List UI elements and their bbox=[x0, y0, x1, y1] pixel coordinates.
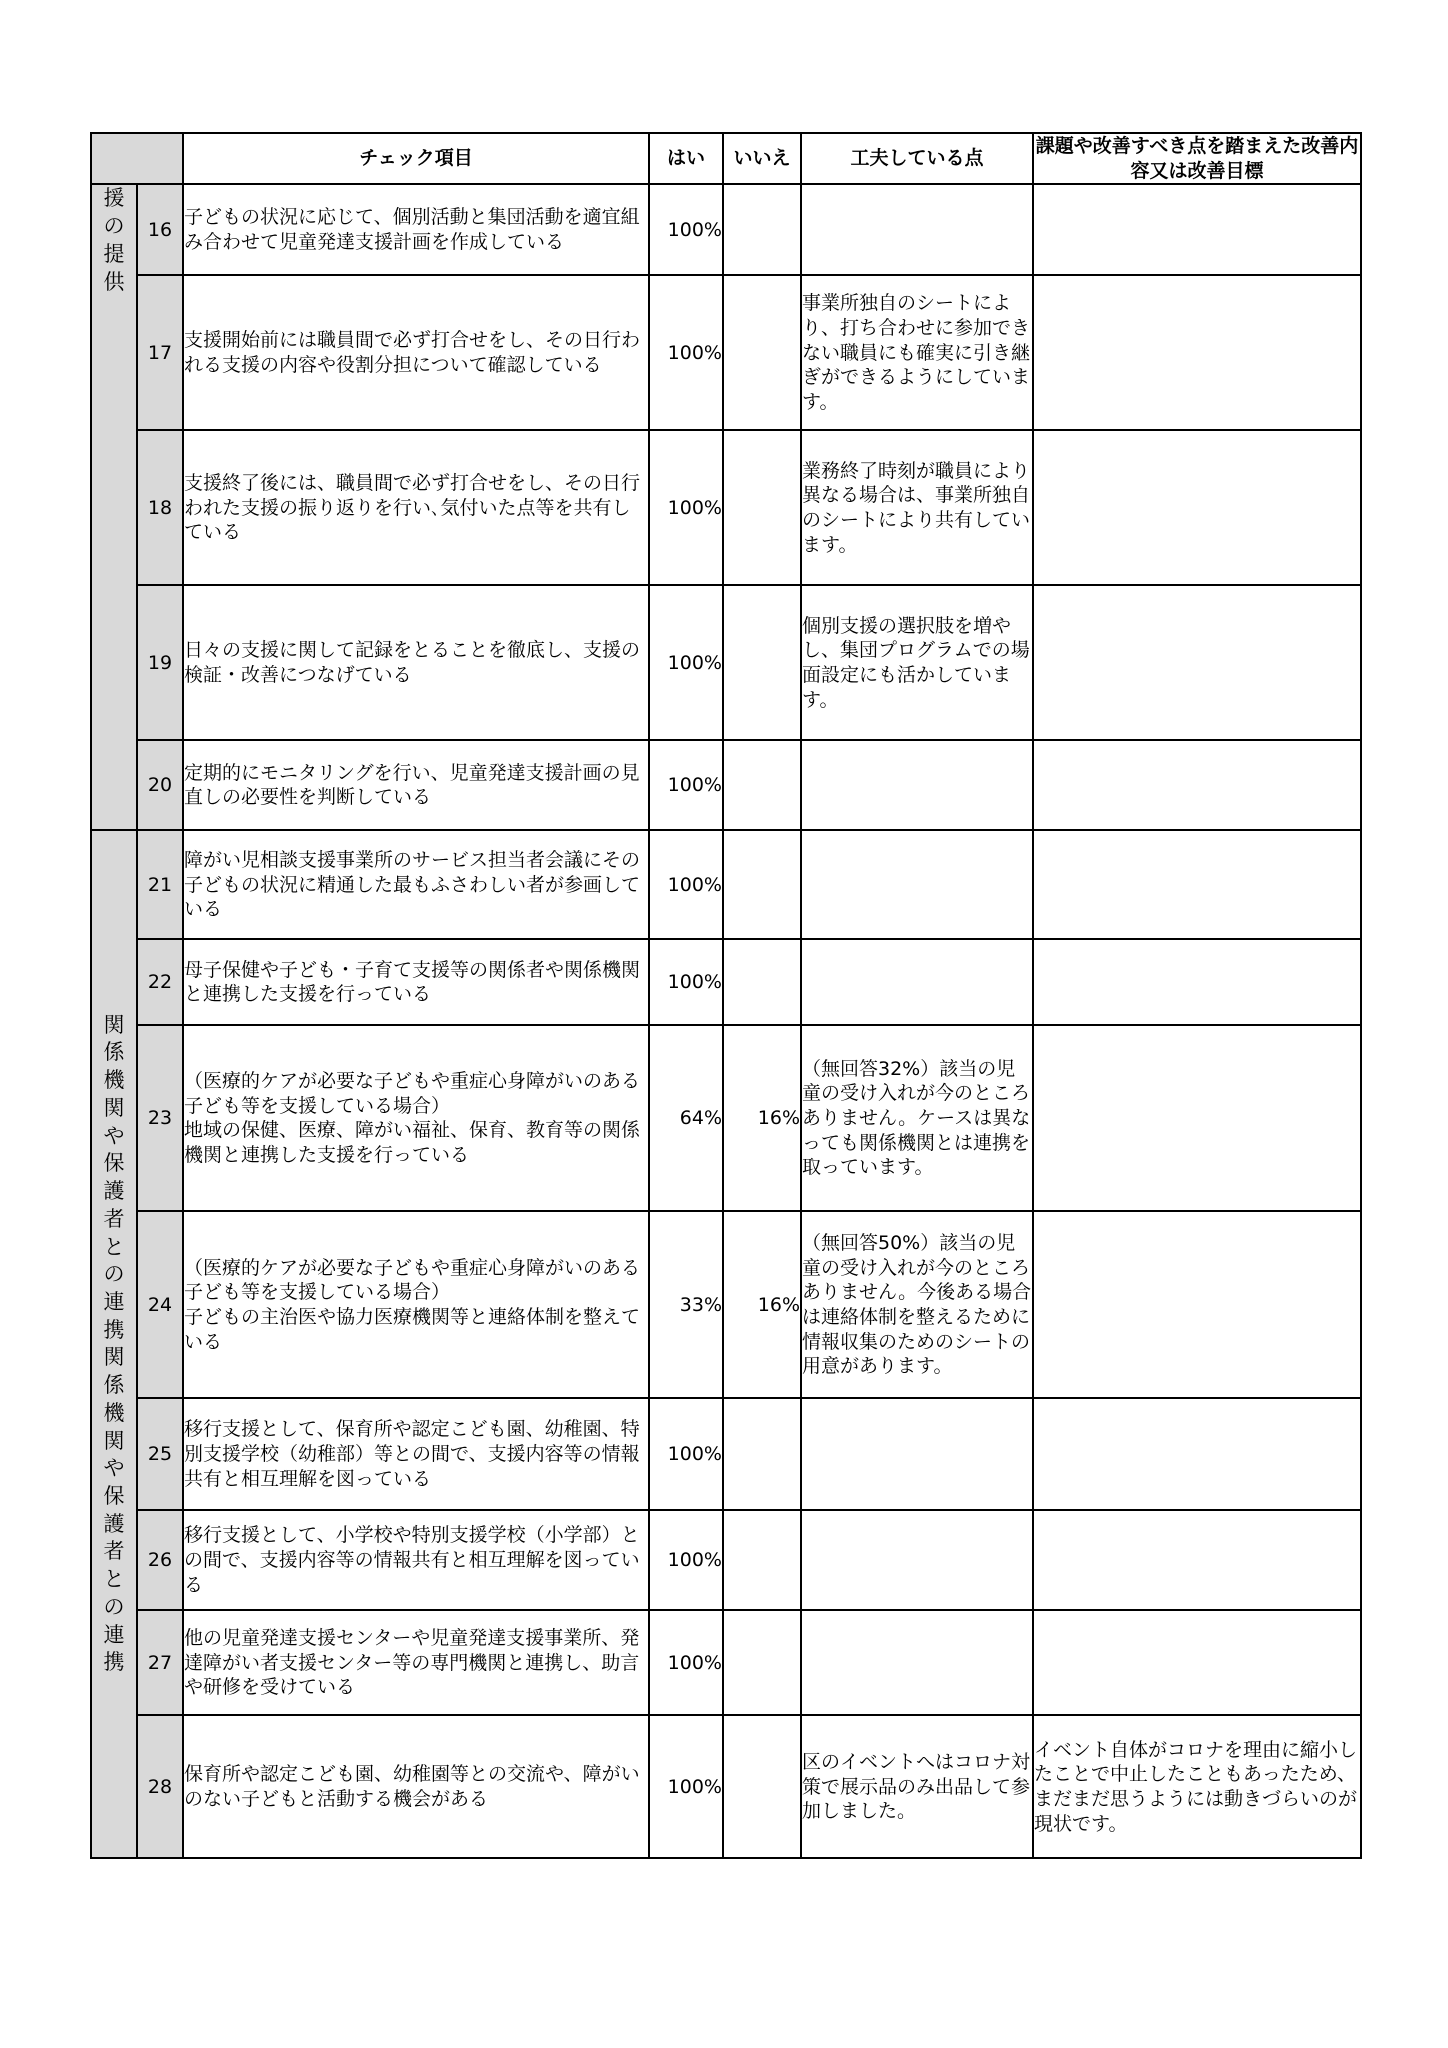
table-row bbox=[91, 430, 1361, 585]
header-effort: 工夫している点 bbox=[801, 133, 1033, 184]
table-row bbox=[91, 1211, 1361, 1398]
yes-percent: 100% bbox=[649, 1610, 723, 1715]
evaluation-table bbox=[90, 132, 1362, 1859]
row-number: 19 bbox=[137, 585, 183, 740]
row-number: 18 bbox=[137, 430, 183, 585]
header-yes: はい bbox=[649, 133, 723, 184]
improvement-note bbox=[1033, 184, 1361, 275]
header-improvement: 課題や改善すべき点を踏まえた改善内容又は改善目標 bbox=[1033, 133, 1361, 184]
table-row bbox=[91, 939, 1361, 1025]
row-number: 22 bbox=[137, 939, 183, 1025]
no-percent bbox=[723, 585, 801, 740]
header-no: いいえ bbox=[723, 133, 801, 184]
row-number: 23 bbox=[137, 1025, 183, 1211]
effort-note bbox=[801, 1610, 1033, 1715]
check-item-text: 移行支援として、小学校や特別支援学校（小学部）との間で、支援内容等の情報共有と相互理解を図っている bbox=[183, 1510, 649, 1610]
row-number: 21 bbox=[137, 830, 183, 939]
table-row bbox=[91, 1510, 1361, 1610]
no-percent bbox=[723, 1510, 801, 1610]
yes-percent: 100% bbox=[649, 184, 723, 275]
no-percent bbox=[723, 1610, 801, 1715]
check-item-text: 保育所や認定こども園、幼稚園等との交流や、障がいのない子どもと活動する機会がある bbox=[183, 1715, 649, 1858]
header-check-item: チェック項目 bbox=[183, 133, 649, 184]
improvement-note bbox=[1033, 1398, 1361, 1510]
improvement-note bbox=[1033, 740, 1361, 830]
yes-percent: 100% bbox=[649, 1398, 723, 1510]
effort-note: 個別支援の選択肢を増やし、集団プログラムでの場面設定にも活かしています。 bbox=[801, 585, 1033, 740]
no-percent bbox=[723, 939, 801, 1025]
effort-note bbox=[801, 740, 1033, 830]
row-number: 16 bbox=[137, 184, 183, 275]
yes-percent: 100% bbox=[649, 740, 723, 830]
table-row bbox=[91, 830, 1361, 939]
check-item-text: 日々の支援に関して記録をとることを徹底し、支援の検証・改善につなげている bbox=[183, 585, 649, 740]
check-item-text: 支援開始前には職員間で必ず打合せをし、その日行われる支援の内容や役割分担について確認している bbox=[183, 275, 649, 430]
check-item-text: 子どもの状況に応じて、個別活動と集団活動を適宜組み合わせて児童発達支援計画を作成している bbox=[183, 184, 649, 275]
table-row bbox=[91, 1025, 1361, 1211]
no-percent bbox=[723, 830, 801, 939]
yes-percent: 100% bbox=[649, 939, 723, 1025]
row-number: 25 bbox=[137, 1398, 183, 1510]
yes-percent: 100% bbox=[649, 430, 723, 585]
no-percent bbox=[723, 184, 801, 275]
check-item-text: 母子保健や子ども・子育て支援等の関係者や関係機関と連携した支援を行っている bbox=[183, 939, 649, 1025]
effort-note: 業務終了時刻が職員により異なる場合は、事業所独自のシートにより共有しています。 bbox=[801, 430, 1033, 585]
effort-note bbox=[801, 939, 1033, 1025]
no-percent bbox=[723, 1715, 801, 1858]
header-row bbox=[91, 133, 1361, 184]
no-percent bbox=[723, 1398, 801, 1510]
yes-percent: 33% bbox=[649, 1211, 723, 1398]
improvement-note: イベント自体がコロナを理由に縮小したことで中止したこともあったため、まだまだ思うようには動きづらいのが現状です。 bbox=[1033, 1715, 1361, 1858]
table-row bbox=[91, 1715, 1361, 1858]
yes-percent: 64% bbox=[649, 1025, 723, 1211]
check-item-text: （医療的ケアが必要な子どもや重症心身障がいのある子ども等を支援している場合） 子どもの主治医や協力医療機関等と連絡体制を整えている bbox=[183, 1211, 649, 1398]
no-percent bbox=[723, 430, 801, 585]
row-number: 17 bbox=[137, 275, 183, 430]
category-coordination: 関係機関や保護者との連携関係機関や保護者との連携 bbox=[91, 830, 137, 1858]
improvement-note bbox=[1033, 1610, 1361, 1715]
effort-note: 区のイベントへはコロナ対策で展示品のみ出品して参加しました。 bbox=[801, 1715, 1033, 1858]
row-number: 26 bbox=[137, 1510, 183, 1610]
yes-percent: 100% bbox=[649, 1510, 723, 1610]
effort-note bbox=[801, 1510, 1033, 1610]
improvement-note bbox=[1033, 430, 1361, 585]
effort-note: （無回答50%）該当の児童の受け入れが今のところありません。今後ある場合は連絡体制を整えるために情報収集のためのシートの用意があります。 bbox=[801, 1211, 1033, 1398]
row-number: 20 bbox=[137, 740, 183, 830]
yes-percent: 100% bbox=[649, 585, 723, 740]
improvement-note bbox=[1033, 1510, 1361, 1610]
table-row bbox=[91, 184, 1361, 275]
effort-note: （無回答32%）該当の児童の受け入れが今のところありません。ケースは異なっても関係機関とは連携を取っています。 bbox=[801, 1025, 1033, 1211]
check-item-text: 障がい児相談支援事業所のサービス担当者会議にその子どもの状況に精通した最もふさわしい者が参画している bbox=[183, 830, 649, 939]
no-percent bbox=[723, 275, 801, 430]
header-corner bbox=[91, 133, 183, 184]
improvement-note bbox=[1033, 830, 1361, 939]
effort-note bbox=[801, 830, 1033, 939]
check-item-text: （医療的ケアが必要な子どもや重症心身障がいのある子ども等を支援している場合） 地域の保健、医療、障がい福祉、保育、教育等の関係機関と連携した支援を行っている bbox=[183, 1025, 649, 1211]
yes-percent: 100% bbox=[649, 275, 723, 430]
table-row bbox=[91, 1610, 1361, 1715]
yes-percent: 100% bbox=[649, 830, 723, 939]
effort-note: 事業所独自のシートにより、打ち合わせに参加できない職員にも確実に引き継ぎができるようにしています。 bbox=[801, 275, 1033, 430]
table-row bbox=[91, 740, 1361, 830]
no-percent bbox=[723, 740, 801, 830]
category-support-provision: 援の提供 bbox=[91, 184, 137, 830]
improvement-note bbox=[1033, 585, 1361, 740]
table-row bbox=[91, 275, 1361, 430]
check-item-text: 他の児童発達支援センターや児童発達支援事業所、発達障がい者支援センター等の専門機関と連携し、助言や研修を受けている bbox=[183, 1610, 649, 1715]
row-number: 28 bbox=[137, 1715, 183, 1858]
table-row bbox=[91, 585, 1361, 740]
yes-percent: 100% bbox=[649, 1715, 723, 1858]
check-item-text: 支援終了後には、職員間で必ず打合せをし、その日行われた支援の振り返りを行い､気付いた点等を共有している bbox=[183, 430, 649, 585]
table-row bbox=[91, 1398, 1361, 1510]
row-number: 27 bbox=[137, 1610, 183, 1715]
improvement-note bbox=[1033, 275, 1361, 430]
effort-note bbox=[801, 184, 1033, 275]
no-percent: 16% bbox=[723, 1211, 801, 1398]
no-percent: 16% bbox=[723, 1025, 801, 1211]
row-number: 24 bbox=[137, 1211, 183, 1398]
improvement-note bbox=[1033, 1211, 1361, 1398]
improvement-note bbox=[1033, 939, 1361, 1025]
check-item-text: 定期的にモニタリングを行い、児童発達支援計画の見直しの必要性を判断している bbox=[183, 740, 649, 830]
effort-note bbox=[801, 1398, 1033, 1510]
improvement-note bbox=[1033, 1025, 1361, 1211]
check-item-text: 移行支援として、保育所や認定こども園、幼稚園、特別支援学校（幼稚部）等との間で、支援内容等の情報共有と相互理解を図っている bbox=[183, 1398, 649, 1510]
